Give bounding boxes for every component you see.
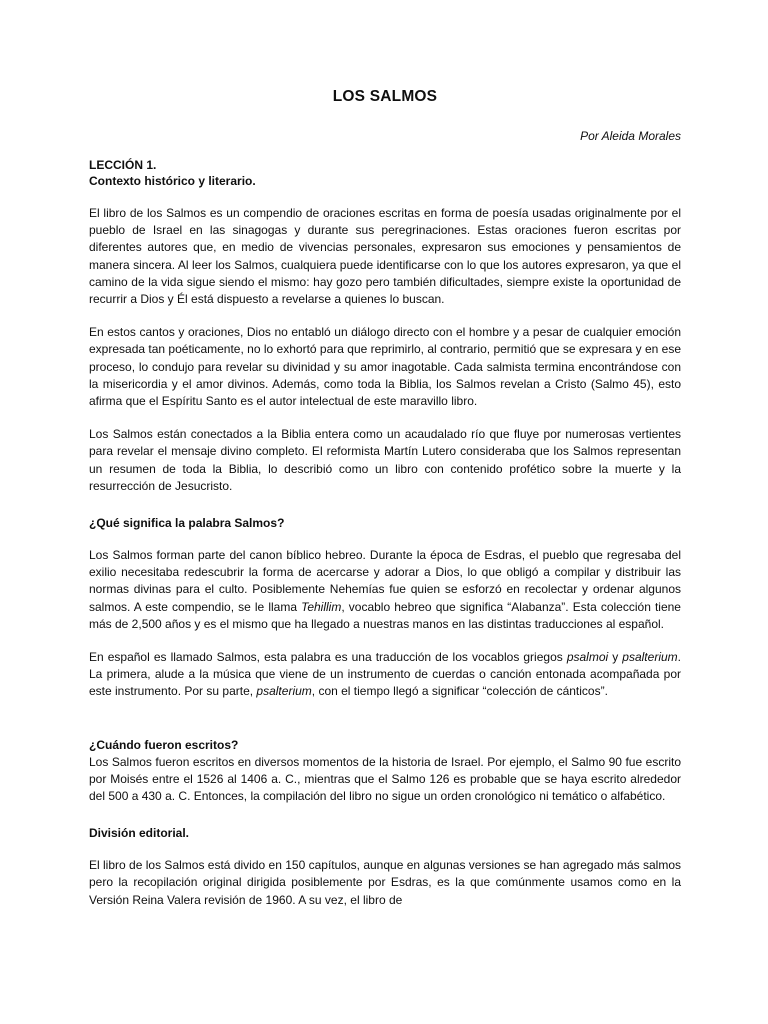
italic-term-psalmoi: psalmoi — [566, 650, 609, 665]
paragraph-que-significa-2 — [89, 633, 681, 701]
author-byline: Por Aleida Morales — [580, 128, 681, 143]
section-heading-que-significa: ¿Qué significa la palabra Salmos? — [89, 516, 285, 531]
page-title: LOS SALMOS — [332, 88, 438, 105]
lesson-header — [89, 143, 681, 189]
italic-term-tehillim: Tehillim — [301, 599, 342, 614]
italic-term-psalterium-1: psalterium — [622, 650, 678, 665]
section-heading-cuando-escritos: ¿Cuándo fueron escritos? — [89, 737, 239, 752]
text-run: Los Salmos forman parte del canon bíblico hebreo. Durante la época de Esdras, el pueblo que regresaba del exilio necesitaba redescubrir la forma de acercarse y adorar a Dios, lo que obligó a compilar y distribuir las normas divinas para el culto. Posiblemente Nehemías fue quien se esforzó en recolectar y ordenar algunos salmos. A este compendio, se le llama — [89, 548, 681, 614]
paragraph-que-significa-1 — [89, 531, 681, 633]
text-run: y — [608, 650, 623, 665]
lesson-number: LECCIÓN 1. — [89, 157, 157, 172]
text-run: . La primera, alude a la música que viene de un instrumento de cuerdas o canción entonada acompañada por este instrumento. Por su parte, — [89, 650, 681, 699]
paragraph-division-editorial-1: El libro de los Salmos está divido en 150 capítulos, aunque en algunas versiones se han agregado más salmos pero la recopilación original dirigida posiblemente por Esdras, es la que comúnmente usamos como en la Versión Reina Valera revisión de 1960. A su vez, el libro de — [89, 858, 681, 907]
text-run: , vocablo hebreo que significa “Alabanza”. Esta colección tiene más de 2,500 años y es el mismo que ha llegado a nuestras manos en las distintas traducciones al español. — [89, 599, 681, 631]
paragraph-intro-1: El libro de los Salmos es un compendio de oraciones escritas en forma de poesía usadas originalmente por el pueblo de Israel en las sinagogas y durante sus peregrinaciones. Estas oraciones fueron escritas por diferentes autores que, en medio de vivencias personales, expresaron sus emociones y pensamientos de manera sincera. Al leer los Salmos, cualquiera puede identificarse con lo que los autores expresaron, ya que el camino de la vida sigue siendo el mismo: hay gozo pero también dificultades, siempre existe la oportunidad de recurrir a Dios y Él está dispuesto a revelarse a quienes lo buscan. — [89, 205, 681, 306]
lesson-subtitle: Contexto histórico y literario. — [89, 173, 256, 188]
text-run: En español es llamado Salmos, esta palabra es una traducción de los vocablos griegos — [89, 650, 567, 665]
section-heading-division-editorial: División editorial. — [89, 826, 190, 841]
italic-term-psalterium-2: psalterium — [256, 684, 312, 699]
paragraph-intro-3: Los Salmos están conectados a la Biblia entera como un acaudalado río que fluye por numerosas vertientes para revelar el mensaje divino completo. El reformista Martín Lutero consideraba que los Salmos representan un resumen de toda la Biblia, lo describió como un libro con contenido profético sobre la muerte y la resurrección de Jesucristo. — [89, 427, 681, 493]
paragraph-intro-2: En estos cantos y oraciones, Dios no entabló un diálogo directo con el hombre y a pesar de cualquier emoción expresada tan poéticamente, no lo exhortó para que reprimirlo, al contrario, permitió que se expresara y en ese proceso, lo condujo para revelar su divinidad y su amor inagotable. Cada salmista termina encontrándose con la misericordia y el amor divinos. Además, como toda la Biblia, los Salmos revelan a Cristo (Salmo 45), esto afirma que el Espíritu Santo es el autor intelectual de este maravillo libro. — [89, 325, 681, 409]
paragraph-cuando-escritos-1: Los Salmos fueron escritos en diversos momentos de la historia de Israel. Por ejemplo, el Salmo 90 fue escrito por Moisés entre el 1526 al 1406 a. C., mientras que el Salmo 126 es probable que se haya escrito alrededor del 500 a 430 a. C. Entonces, la compilación del libro no sigue un orden cronológico ni temático o alfabético. — [89, 754, 681, 804]
document-content — [89, 0, 681, 909]
text-run: , con el tiempo llegó a significar “colección de cánticos”. — [311, 684, 608, 699]
